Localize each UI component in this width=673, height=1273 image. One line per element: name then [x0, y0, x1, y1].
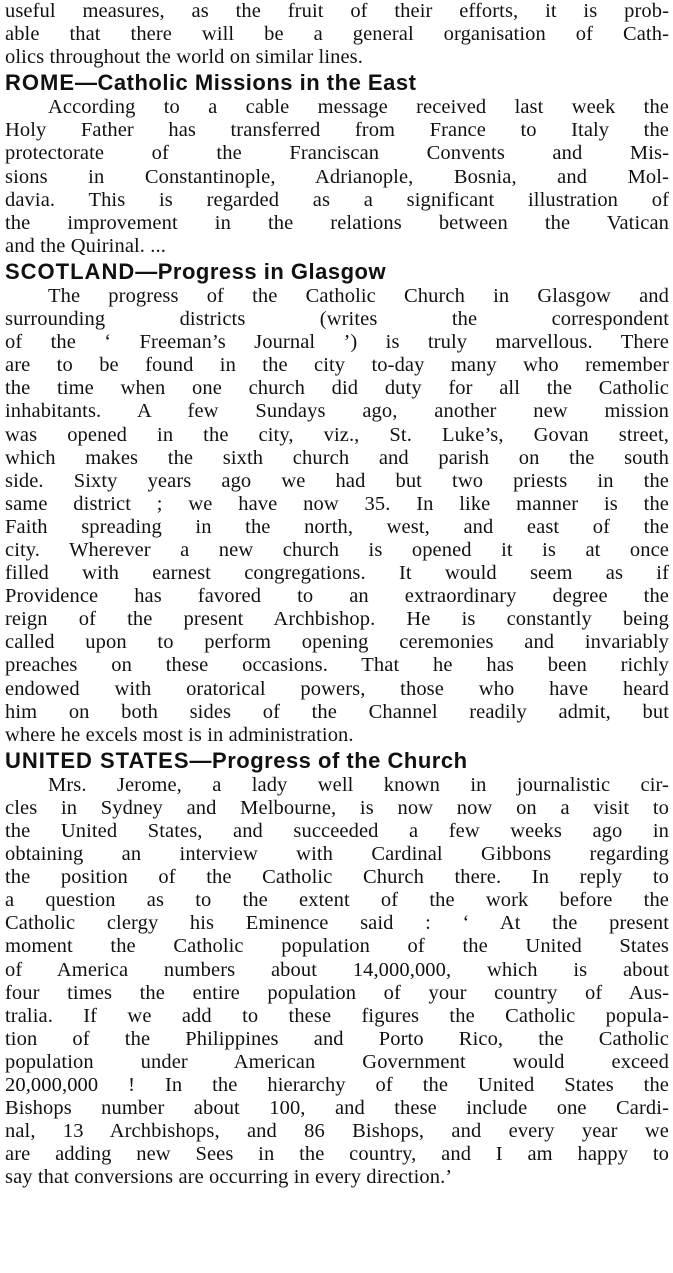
newspaper-column — [5, 0, 669, 1190]
text-line: called upon to perform opening ceremonies and invariably — [5, 631, 669, 654]
heading-subject: Catholic Missions in the East — [97, 70, 417, 96]
text-line: tralia. If we add to these figures the Catholic popula- — [5, 1004, 669, 1027]
text-line: the improvement in the relations between the Vatican — [5, 211, 669, 234]
heading-subject: Progress of the Church — [212, 747, 468, 773]
text-line: Faith spreading in the north, west, and east of the — [5, 515, 669, 538]
heading-place: ROME — [5, 70, 75, 96]
text-line: the position of the Catholic Church there. In reply to — [5, 866, 669, 889]
section-body-paragraph — [5, 774, 669, 1190]
heading-dash: — — [189, 747, 213, 773]
text-line: protectorate of the Franciscan Convents and Mis- — [5, 142, 669, 165]
text-line: was opened in the city, viz., St. Luke’s, Govan street, — [5, 423, 669, 446]
text-line: olics throughout the world on similar lines. — [5, 46, 363, 69]
text-line: which makes the sixth church and parish on the south — [5, 446, 669, 469]
section-body-paragraph — [5, 285, 669, 747]
text-line: of America numbers about 14,000,000, which is about — [5, 958, 669, 981]
text-line: Holy Father has transferred from France to Italy the — [5, 119, 669, 142]
text-line: the time when one church did duty for all the Catholic — [5, 377, 669, 400]
text-line: a question as to the extent of the work before the — [5, 889, 669, 912]
text-line: useful measures, as the fruit of their efforts, it is prob- — [5, 0, 669, 22]
text-line: endowed with oratorical powers, those who have heard — [5, 677, 669, 700]
heading-dash: — — [75, 70, 98, 96]
text-line: preaches on these occasions. That he has been richly — [5, 654, 669, 677]
text-line: davia. This is regarded as a significant illustration of — [5, 188, 669, 211]
text-line: side. Sixty years ago we had but two priests in the — [5, 469, 669, 492]
text-line: city. Wherever a new church is opened it is at once — [5, 538, 669, 561]
text-line: According to a cable message received last week the — [48, 96, 669, 119]
text-line: population under American Government would exceed — [5, 1050, 669, 1073]
section-body-paragraph — [5, 96, 669, 258]
text-line: and the Quirinal. ... — [5, 234, 166, 257]
section-heading — [5, 69, 669, 96]
text-line: the United States, and succeeded a few weeks ago in — [5, 820, 669, 842]
heading-subject: Progress in Glasgow — [157, 258, 387, 284]
text-line: reign of the present Archbishop. He is constantly being — [5, 608, 669, 631]
text-line: Bishops number about 100, and these include one Cardi- — [5, 1097, 669, 1120]
section-heading — [5, 258, 669, 285]
text-line: say that conversions are occurring in every direction.’ — [5, 1166, 453, 1189]
text-line: Mrs. Jerome, a lady well known in journalistic cir- — [48, 773, 669, 796]
text-line: tion of the Philippines and Porto Rico, the Catholic — [5, 1027, 669, 1050]
text-line: sions in Constantinople, Adrianople, Bosnia, and Mol- — [5, 165, 669, 188]
intro-paragraph — [5, 0, 669, 69]
text-line: him on both sides of the Channel readily admit, but — [5, 700, 669, 723]
text-line: able that there will be a general organisation of Cath- — [5, 23, 669, 46]
text-line: obtaining an interview with Cardinal Gibbons regarding — [5, 843, 669, 866]
text-line: filled with earnest congregations. It would seem as if — [5, 562, 669, 585]
text-line: of the ‘ Freeman’s Journal ’) is truly marvellous. There — [5, 331, 669, 354]
heading-dash: — — [135, 258, 158, 284]
text-line: nal, 13 Archbishops, and 86 Bishops, and every year we — [5, 1120, 669, 1143]
heading-place: UNITED STATES — [5, 747, 190, 773]
text-line: are to be found in the city to-day many who remember — [5, 354, 669, 377]
text-line: 20,000,000 ! In the hierarchy of the United States the — [5, 1074, 669, 1097]
text-line: where he excels most is in administration. — [5, 723, 354, 746]
text-line: Providence has favored to an extraordinary degree the — [5, 585, 669, 608]
text-line: The progress of the Catholic Church in Glasgow and — [48, 284, 669, 307]
text-line: inhabitants. A few Sundays ago, another new mission — [5, 400, 669, 423]
text-line: same district ; we have now 35. In like manner is the — [5, 492, 669, 515]
text-line: cles in Sydney and Melbourne, is now now on a visit to — [5, 796, 669, 819]
text-line: are adding new Sees in the country, and I am happy to — [5, 1143, 669, 1166]
text-line: surrounding districts (writes the correspondent — [5, 308, 669, 331]
text-line: four times the entire population of your country of Aus- — [5, 981, 669, 1004]
text-line: Catholic clergy his Eminence said : ‘ At the present — [5, 912, 669, 935]
heading-place: SCOTLAND — [5, 258, 136, 284]
text-line: moment the Catholic population of the United States — [5, 935, 669, 958]
section-heading — [5, 747, 669, 774]
